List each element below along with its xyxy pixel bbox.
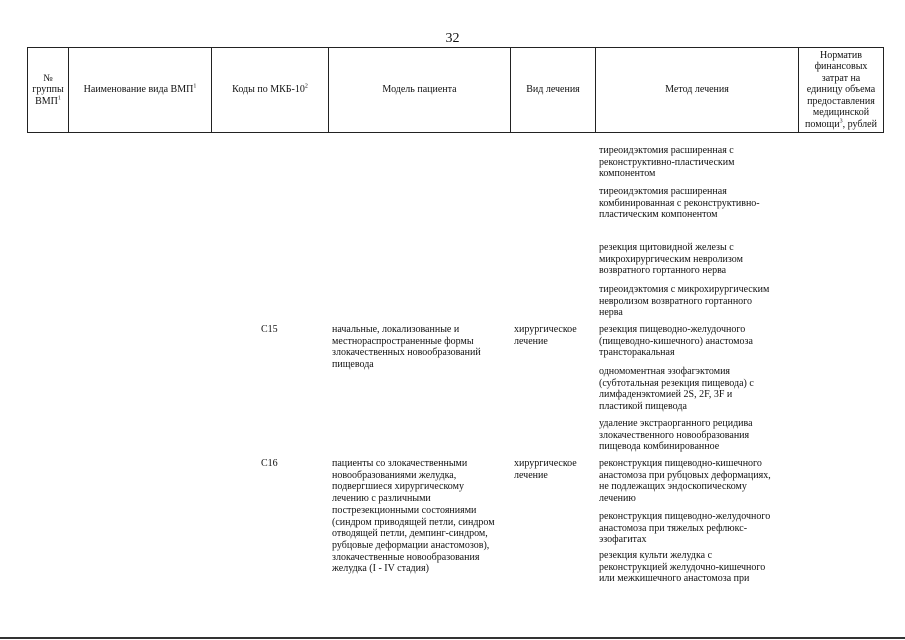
method-item: тиреоидэктомия расширенная с реконструктивно-пластическим компонентом (599, 145, 735, 180)
patient-model: пациенты со злокачественными новообразованиями желудка, подвергшиеся хирургическому лечению с различными пострезекционными состояниями (синдром приводящей петли, синдром отводящей петли, демпинг-синдром, рубцовые деформации анастомозов), злокачественные новообразования желудка (I - IV стадия) (332, 458, 495, 575)
treatment-type: хирургическое лечение (514, 458, 577, 481)
header-patient-model: Модель пациента (382, 84, 457, 96)
treatment-type: хирургическое лечение (514, 324, 577, 347)
method-item: тиреоидэктомия с микрохирургическим невролизом возвратного гортанного нерва (599, 284, 770, 319)
column-divider (883, 47, 884, 133)
header-treatment-type: Вид лечения (526, 84, 580, 96)
method-item: резекция пищеводно-желудочного (пищеводно-кишечного) анастомоза трансторакальная (599, 324, 753, 359)
header-vmp-name: Наименование вида ВМП$^1$ (83, 83, 197, 96)
page-number: 32 (445, 31, 460, 46)
method-item: одномоментная эзофагэктомия (субтотальная резекция пищевода) с лимфаденэктомией 2S, 2F, 3F и пластикой пищевода (599, 366, 754, 413)
icd-code: C15 (261, 324, 278, 335)
header-treatment-method: Метод лечения (665, 84, 729, 96)
method-item: резекция щитовидной железы с микрохирургическим невролизом возвратного гортанного нерва (599, 242, 743, 277)
table-header-bottom-border (27, 132, 883, 133)
header-financial-norm: Норматив финансовых затрат на единицу объема предоставления медицинской помощи$^3$, рублей (805, 49, 877, 130)
method-item: удаление экстраорганного рецидива злокачественного новообразования пищевода комбинированное (599, 418, 753, 453)
header-icd-codes: Коды по МКБ-$10^2$ (232, 83, 308, 96)
icd-code: C16 (261, 458, 278, 469)
patient-model: начальные, локализованные и местнораспространенные формы злокачественных новообразований пищевода (332, 324, 481, 371)
page-bottom-edge (0, 637, 905, 639)
header-group-number: № группы ВМП$^1$ (32, 72, 64, 107)
method-item: резекция культи желудка с реконструкцией желудочно-кишечного или межкишечного анастомоза при (599, 550, 766, 585)
method-item: тиреоидэктомия расширенная комбинированная с реконструктивно- пластическим компонентом (599, 186, 760, 221)
method-item: реконструкция пищеводно-желудочного анастомоза при тяжелых рефлюкс- эзофагитах (599, 511, 771, 546)
method-item: реконструкция пищеводно-кишечного анастомоза при рубцовых деформациях, не подлежащих эндоскопическому лечению (599, 458, 771, 505)
